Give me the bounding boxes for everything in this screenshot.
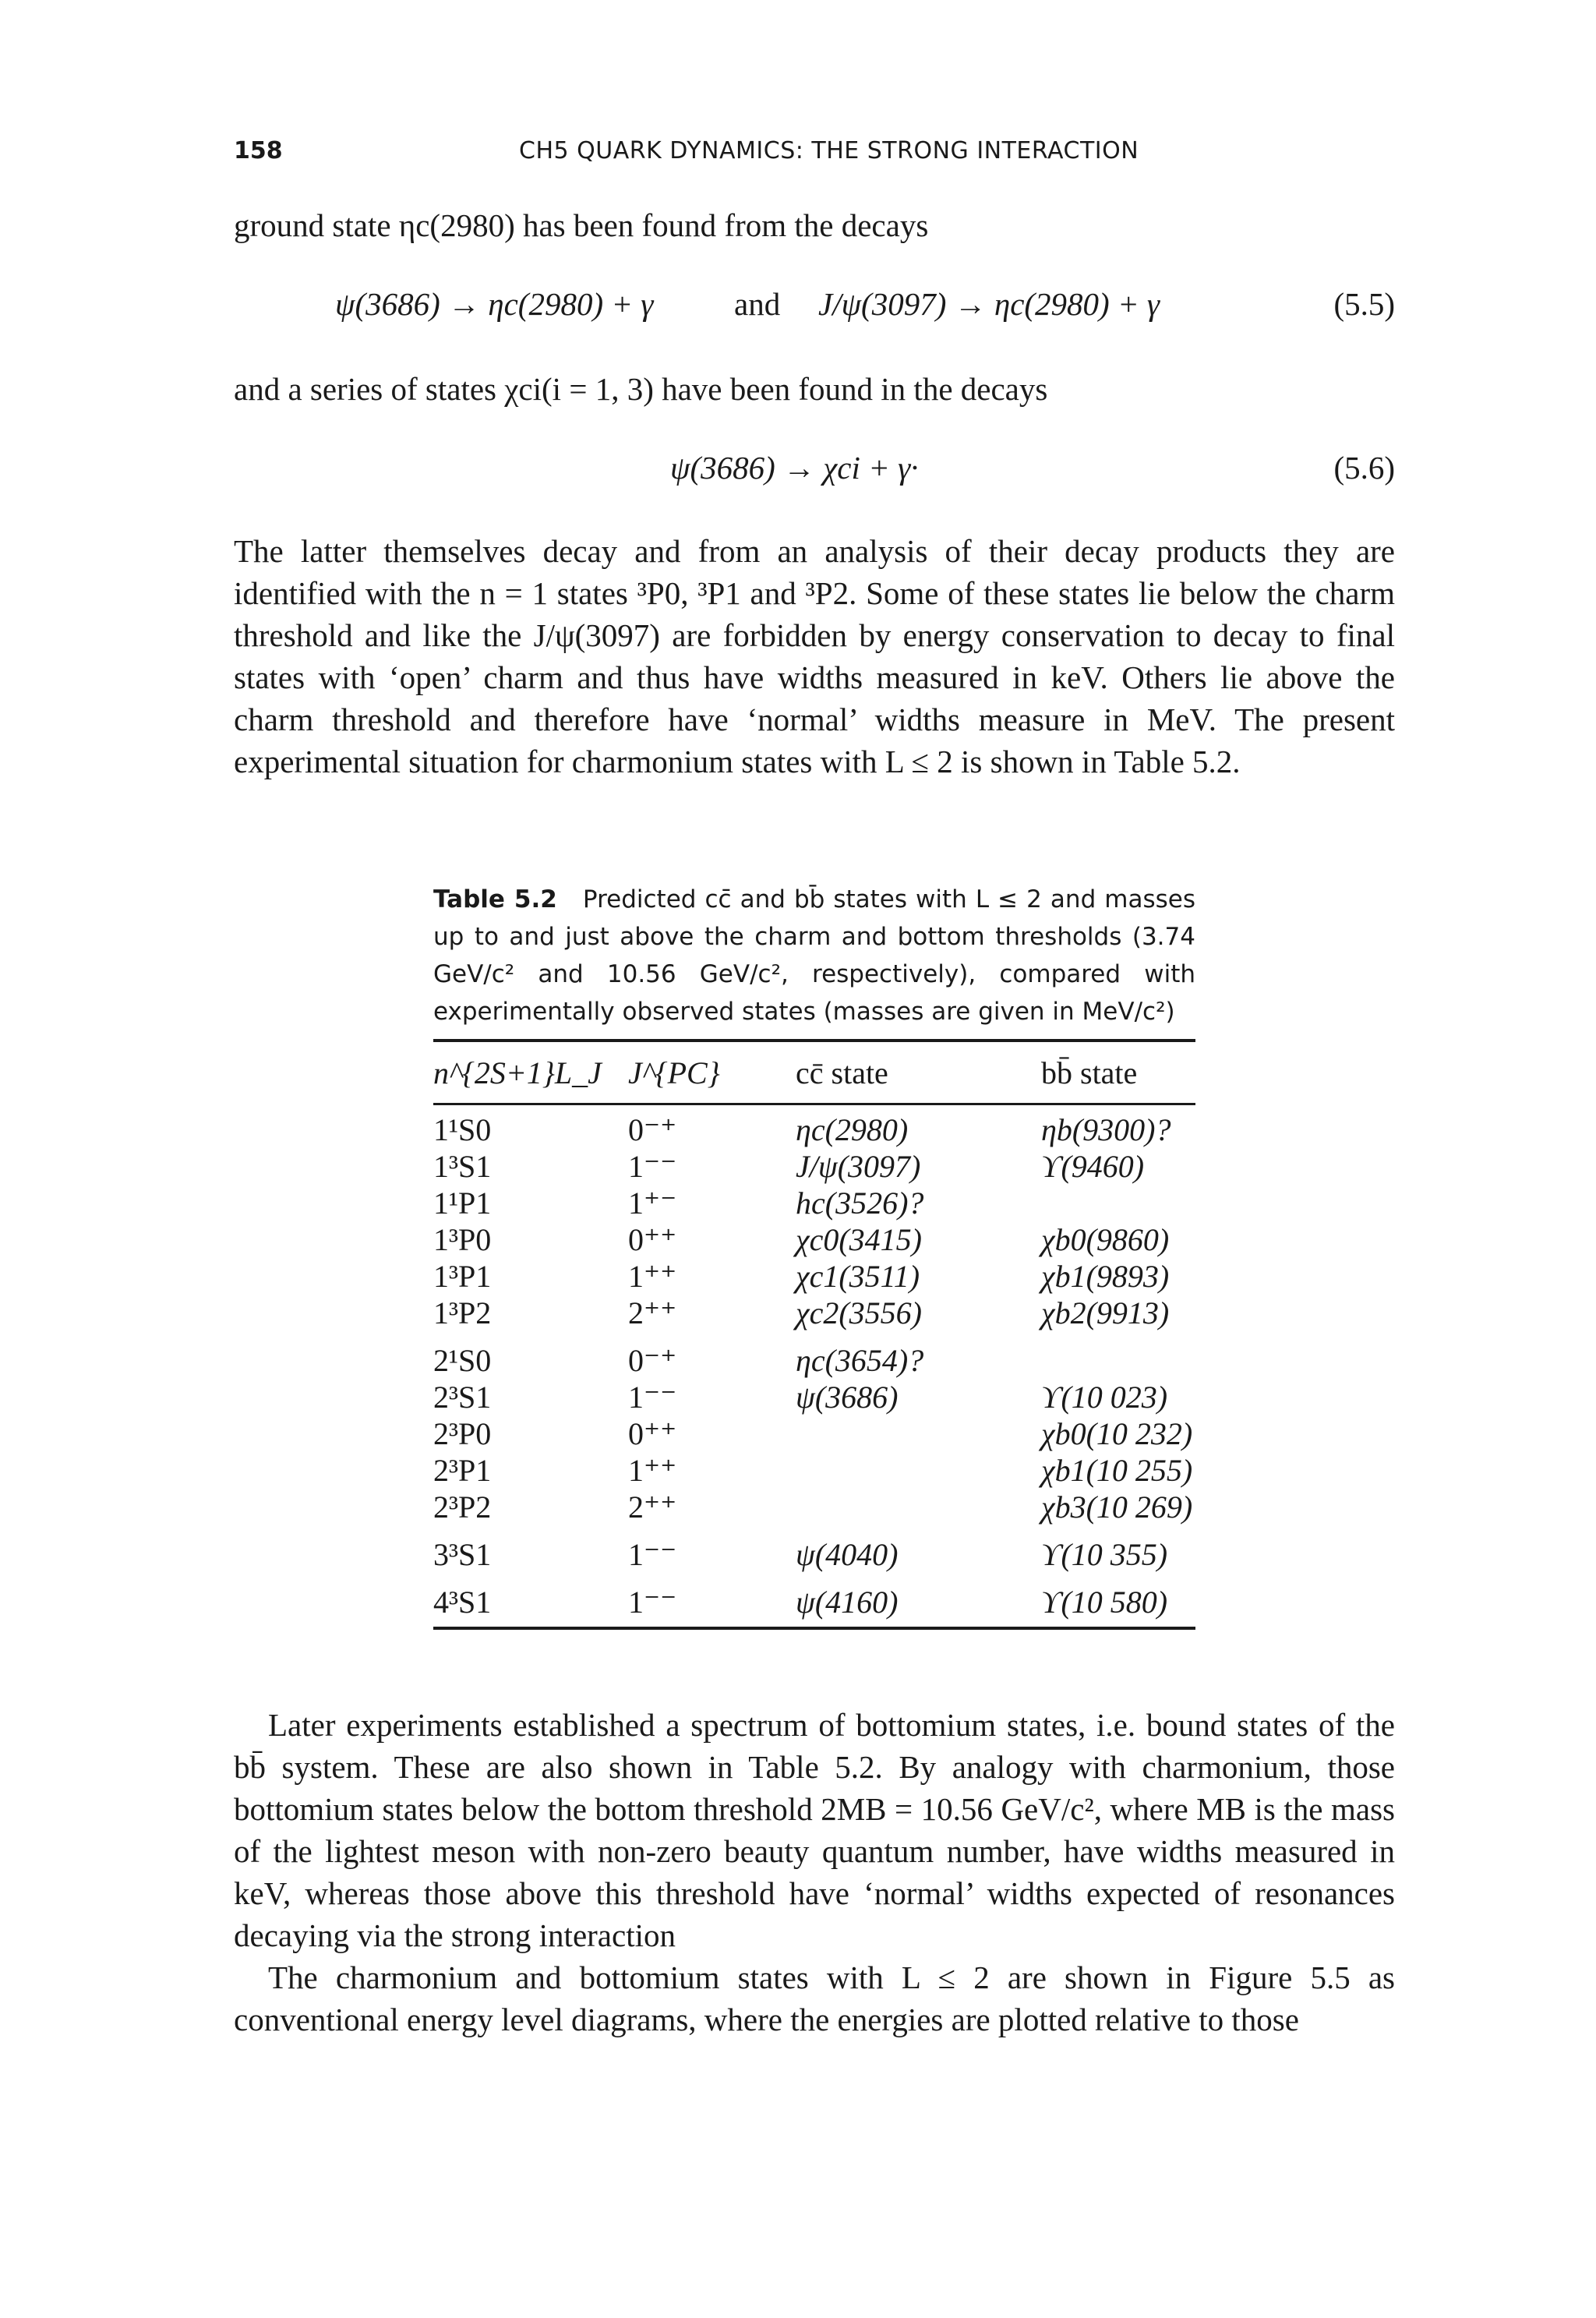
cell-cc: J/ψ(3097) [796,1149,921,1184]
cell-cc [796,1452,1041,1489]
cell-cc: hc(3526)? [796,1186,924,1221]
cell-bb: χb2(9913) [1041,1295,1170,1330]
equation-5-5 [234,285,1395,332]
cell-state: 1³S1 [433,1149,492,1184]
equation-5-6-number: (5.6) [1333,450,1395,486]
cell-bb: χb3(10 269) [1041,1489,1193,1525]
cell-bb: χb0(9860) [1041,1222,1170,1257]
equation-5-5-right: J/ψ(3097) → ηc(2980) + γ [818,286,1160,322]
cell-state: 2³P2 [433,1489,492,1525]
table-row [433,1221,1195,1258]
cell-state: 1¹P1 [433,1186,492,1221]
equation-5-5-left: ψ(3686) → ηc(2980) + γ [335,286,654,322]
table-caption-label: Table 5.2 [433,885,557,913]
paragraph-2: and a series of states χci(i = 1, 3) have been found in the decays [234,371,1048,407]
table-caption-text: Predicted cc̄ and bb̄ states with L ≤ 2 and masses up to and just above the charm and bottom thresholds (3.74 GeV/c² and 10.56 GeV/c², respectively), compared with experimentally observed states (masses are given in MeV/c²) [433,885,1196,1026]
cell-bb: ηb(9300)? [1041,1112,1171,1147]
table-row [433,1415,1195,1452]
cell-state: 2¹S0 [433,1343,492,1378]
cell-state: 2³P1 [433,1453,492,1488]
running-head: CH5 QUARK DYNAMICS: THE STRONG INTERACTION [519,137,1139,164]
table-row [433,1489,1195,1525]
table-row [433,1379,1195,1415]
table-row [433,1104,1195,1149]
states-table [433,1039,1195,1630]
cell-jpc: 2⁺⁺ [628,1295,677,1330]
cell-state: 2³P0 [433,1416,492,1451]
page-header [234,137,1395,171]
cell-jpc: 0⁺⁺ [628,1222,677,1257]
table-row [433,1185,1195,1221]
cell-state: 2³S1 [433,1380,492,1415]
cell-cc: ηc(2980) [796,1112,909,1147]
cell-jpc: 0⁻⁺ [628,1343,677,1378]
equation-5-6 [234,449,1395,496]
cell-bb: χb0(10 232) [1041,1416,1193,1451]
table-header-row [433,1041,1195,1104]
header-bb-state: bb̄ state [1041,1041,1195,1104]
cell-jpc: 1⁻⁻ [628,1573,796,1628]
equation-5-5-connector: and [734,286,781,322]
cell-cc: ψ(4160) [796,1573,1041,1628]
header-state: n^{2S+1}L_J [433,1041,628,1104]
table-caption [433,881,1195,1030]
paragraph-4: Later experiments established a spectrum of bottomium states, i.e. bound states of the bb̄ system. These are also shown in Table 5.2. By analogy with charmonium, those bottomium states below the bottom threshold 2MB = 10.56 GeV/c², where MB is the mass of the lightest meson with non-zero beauty quantum number, have widths measured in keV, whereas those above this threshold have ‘normal’ widths expected of resonances decaying via the strong interaction [234,1707,1395,1953]
header-jpc: J^{PC} [628,1041,796,1104]
cell-bb: χb1(10 255) [1041,1453,1193,1488]
cell-jpc: 1⁺⁻ [628,1186,677,1221]
cell-jpc: 1⁻⁻ [628,1380,677,1415]
cell-state: 1³P2 [433,1295,492,1330]
header-cc-state: cc̄ state [796,1041,1041,1104]
paragraph-1: ground state ηc(2980) has been found from the decays [234,207,929,243]
table-row [433,1148,1195,1185]
cell-cc: ψ(4040) [796,1537,899,1572]
table-row [433,1525,1195,1573]
cell-jpc: 0⁺⁺ [628,1416,677,1451]
cell-state: 1³P1 [433,1259,492,1294]
cell-jpc: 2⁺⁺ [628,1489,677,1525]
paragraph-3: The latter themselves decay and from an analysis of their decay products they are identified with the n = 1 states ³P0, ³P1 and ³P2. Some of these states lie below the charm threshold and like the J/ψ(3097) are forbidden by energy conservation to decay to final states with ‘open’ charm and thus have widths measured in keV. Others lie above the charm threshold and therefore have ‘normal’ widths measure in MeV. The present experimental situation for charmonium states with L ≤ 2 is shown in Table 5.2. [234,533,1395,779]
cell-cc: ψ(3686) [796,1380,899,1415]
table-row [433,1573,1195,1628]
cell-bb: ϒ(9460) [1041,1149,1145,1184]
page-number: 158 [234,137,283,164]
cell-cc: χc0(3415) [796,1222,922,1257]
cell-bb: ϒ(10 023) [1041,1380,1168,1415]
cell-state: 4³S1 [433,1573,628,1628]
equation-5-5-number: (5.5) [1333,286,1395,322]
cell-cc [796,1489,1041,1525]
cell-state: 1¹S0 [433,1112,492,1147]
table-row [433,1452,1195,1489]
table-row [433,1331,1195,1379]
equation-5-6-expr: ψ(3686) → χci + γ· [670,450,919,486]
cell-cc: ηc(3654)? [796,1343,924,1378]
cell-bb [1041,1185,1195,1221]
cell-jpc: 0⁻⁺ [628,1112,677,1147]
cell-bb: ϒ(10 355) [1041,1537,1168,1572]
cell-cc [796,1415,1041,1452]
table-row [433,1295,1195,1331]
cell-bb: χb1(9893) [1041,1259,1170,1294]
cell-state: 1³P0 [433,1222,492,1257]
cell-jpc: 1⁺⁺ [628,1259,677,1294]
table-row [433,1258,1195,1295]
cell-state: 3³S1 [433,1537,492,1572]
cell-jpc: 1⁻⁻ [628,1149,677,1184]
cell-jpc: 1⁺⁺ [628,1453,677,1488]
cell-bb [1041,1331,1195,1379]
cell-jpc: 1⁻⁻ [628,1537,677,1572]
cell-bb: ϒ(10 580) [1041,1573,1195,1628]
cell-cc: χc2(3556) [796,1295,922,1330]
cell-cc: χc1(3511) [796,1259,920,1294]
paragraph-5: The charmonium and bottomium states with L ≤ 2 are shown in Figure 5.5 as conventional energy level diagrams, where the energies are plotted relative to those [234,1959,1395,2037]
